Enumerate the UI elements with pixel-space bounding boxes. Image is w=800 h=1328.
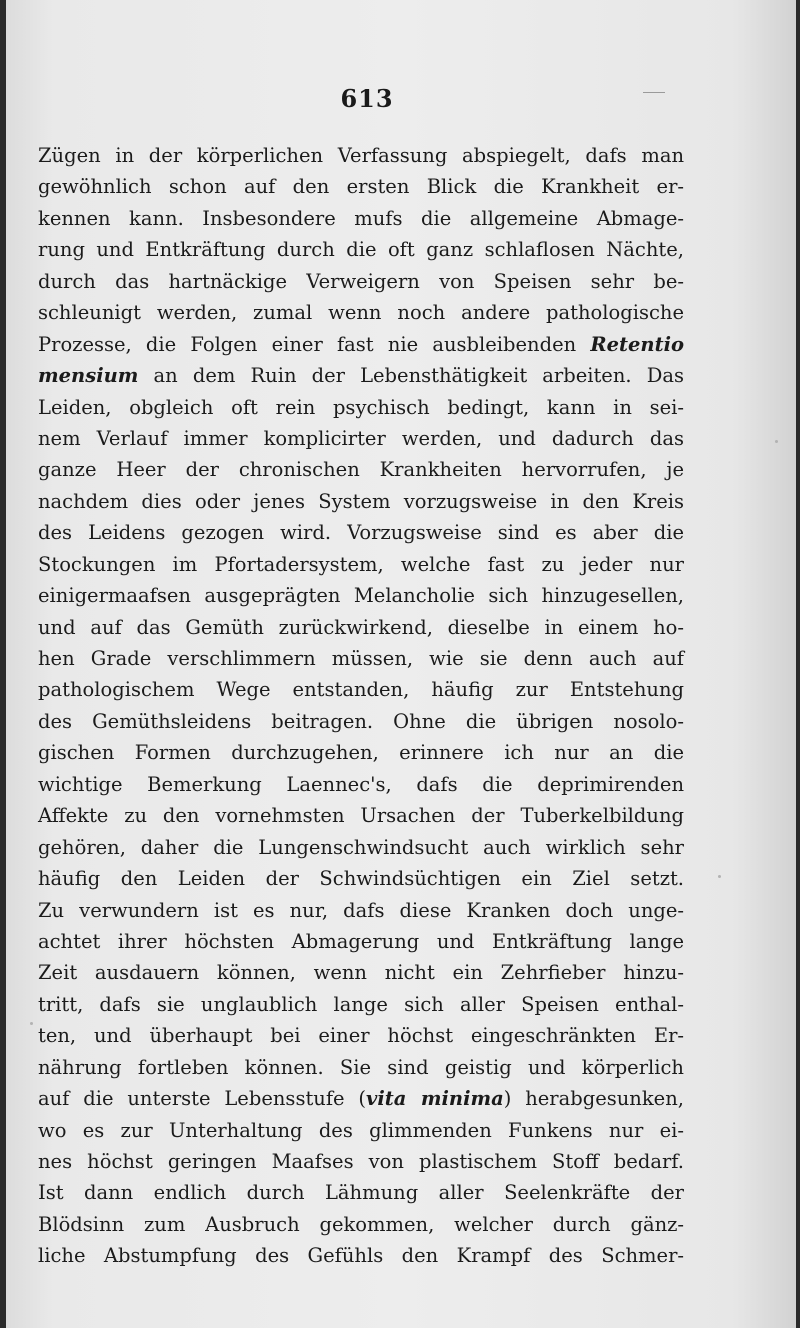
text-line: nem Verlauf immer komplicirter werden, und dadurch das (38, 426, 684, 450)
text-line: liche Abstumpfung des Gefühls den Krampf des Schmer- (38, 1244, 684, 1268)
text-line: Affekte zu den vornehmsten Ursachen der Tuberkelbildung (38, 804, 684, 828)
text-line: des Leidens gezogen wird. Vorzugsweise sind es aber die (38, 521, 684, 545)
margin-speck (718, 875, 721, 878)
text-line: durch das hartnäckige Verweigern von Speisen sehr be- (38, 269, 684, 293)
text-line: des Gemüthsleidens beitragen. Ohne die übrigen nosolo- (38, 709, 684, 733)
text-line: wichtige Bemerkung Laennec's, dafs die deprimirenden (38, 772, 684, 796)
text-line: Zeit ausdauern können, wenn nicht ein Zehrfieber hinzu- (38, 961, 684, 985)
body-text (38, 140, 684, 1272)
text-line: schleunigt werden, zumal wenn noch andere pathologische (38, 301, 684, 325)
text-line: auf die unterste Lebensstufe (vita minima) herabgesunken, (38, 1087, 684, 1111)
text-line: Blödsinn zum Ausbruch gekommen, welcher durch gänz- (38, 1212, 684, 1236)
text-line: Zügen in der körperlichen Verfassung abspiegelt, dafs man (38, 144, 684, 167)
text-line: hen Grade verschlimmern müssen, wie sie denn auch auf (38, 647, 684, 670)
text-line: Prozesse, die Folgen einer fast nie ausbleibenden Retentio (38, 332, 684, 356)
text-line: einigermaafsen ausgeprägten Melancholie sich hinzugesellen, (38, 584, 684, 608)
text-line: gischen Formen durchzugehen, erinnere ich nur an die (38, 741, 684, 765)
text-line: häufig den Leiden der Schwindsüchtigen ein Ziel setzt. (38, 867, 684, 891)
emphasized-term: vita minima (366, 1087, 504, 1111)
text-line: pathologischem Wege entstanden, häufig zur Entstehung (38, 678, 684, 702)
text-line: wo es zur Unterhaltung des glimmenden Funkens nur ei- (38, 1118, 684, 1142)
text-line: mensium an dem Ruin der Lebensthätigkeit arbeiten. Das (38, 364, 684, 388)
text-line: Leiden, obgleich oft rein psychisch bedingt, kann in sei- (38, 395, 684, 419)
emphasized-term: mensium (38, 364, 139, 388)
text-line: ten, und überhaupt bei einer höchst eingeschränkten Er- (38, 1024, 684, 1048)
text-line: nachdem dies oder jenes System vorzugsweise in den Kreis (38, 489, 684, 513)
text-line: und auf das Gemüth zurückwirkend, dieselbe in einem ho- (38, 615, 684, 639)
text-line: tritt, dafs sie unglaublich lange sich aller Speisen enthal- (38, 992, 684, 1016)
text-line: nes höchst geringen Maafses von plastischem Stoff bedarf. (38, 1150, 684, 1173)
text-line: Stockungen im Pfortadersystem, welche fast zu jeder nur (38, 552, 684, 576)
text-line: achtet ihrer höchsten Abmagerung und Entkräftung lange (38, 929, 684, 953)
text-line: Zu verwundern ist es nur, dafs diese Kranken doch unge- (38, 898, 684, 922)
emphasized-term: Retentio (590, 332, 684, 356)
text-line: ganze Heer der chronischen Krankheiten hervorrufen, je (38, 458, 684, 482)
margin-rule (643, 92, 665, 93)
text-line: rung und Entkräftung durch die oft ganz schlaflosen Nächte, (38, 238, 684, 262)
margin-speck (775, 440, 778, 443)
text-line: gehören, daher die Lungenschwindsucht auch wirklich sehr (38, 835, 684, 859)
text-line: nährung fortleben können. Sie sind geistig und körperlich (38, 1055, 684, 1079)
text-line: gewöhnlich schon auf den ersten Blick die Krankheit er- (38, 175, 684, 199)
text-line: kennen kann. Insbesondere mufs die allgemeine Abmage- (38, 206, 684, 230)
margin-speck (30, 1022, 33, 1025)
text-line: Ist dann endlich durch Lähmung aller Seelenkräfte der (38, 1181, 684, 1205)
book-page (6, 0, 796, 1328)
page-number: 613 (340, 84, 394, 113)
